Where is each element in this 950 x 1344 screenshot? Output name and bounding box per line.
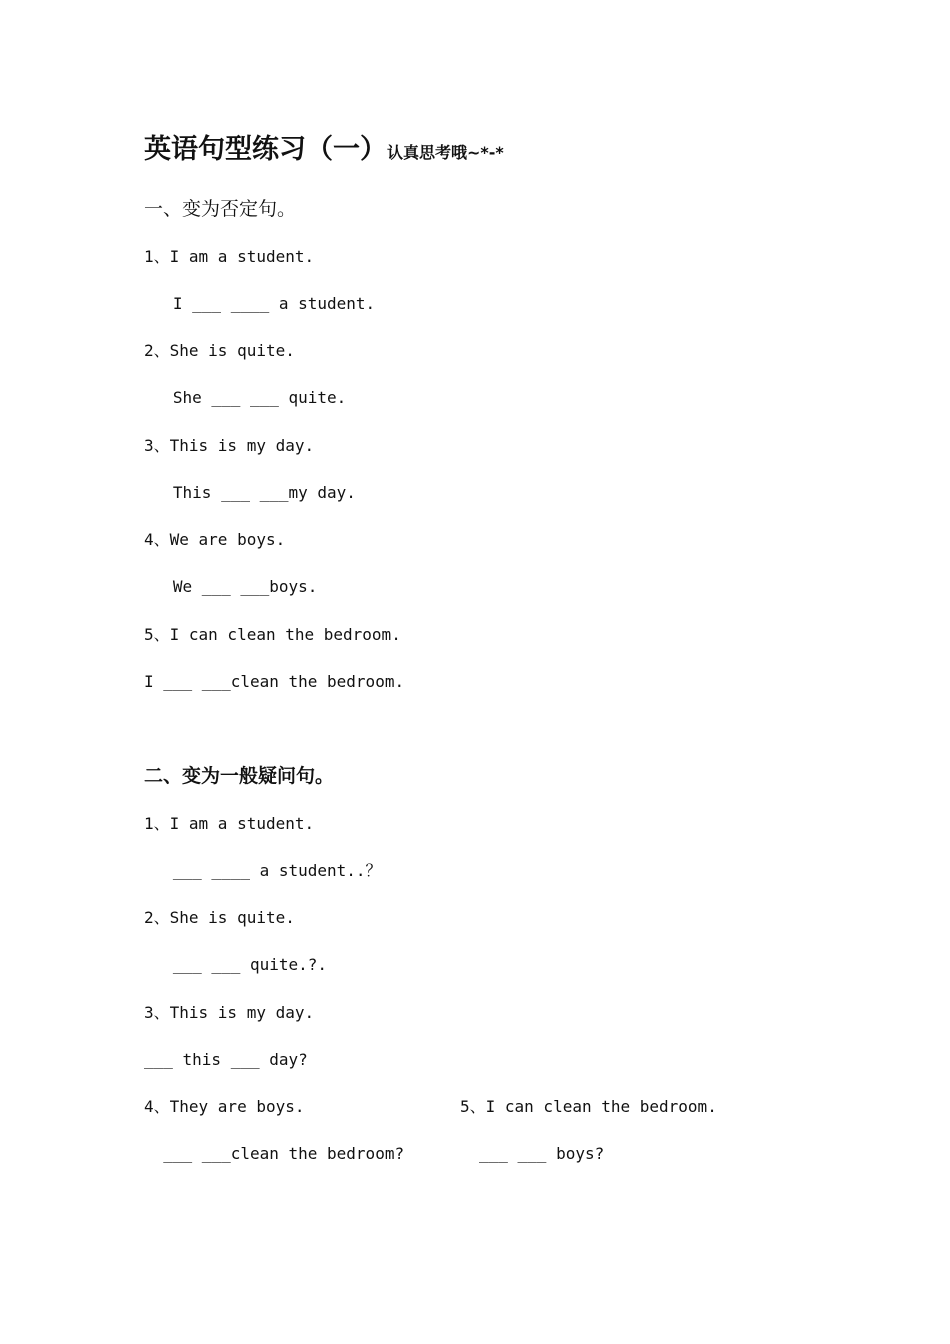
section1-heading: 一、变为否定句。 [144, 198, 297, 220]
s1-question-4: 4、We are boys. [144, 530, 286, 549]
s1-question-1: 1、I am a student. [144, 247, 315, 266]
s1-answer-2: She ___ ___ quite. [144, 388, 347, 407]
s2-question-1: 1、I am a student. [144, 814, 315, 833]
title-note: 认真思考哦~*-* [387, 143, 504, 162]
s1-answer-4: We ___ ___boys. [144, 577, 318, 596]
s2-question-4: 4、They are boys. [144, 1097, 305, 1116]
s1-question-2: 2、She is quite. [144, 341, 295, 360]
s1-question-3: 3、This is my day. [144, 436, 315, 455]
section2-heading: 二、变为一般疑问句。 [144, 765, 335, 787]
s2-answer-3: ___ this ___ day? [144, 1050, 308, 1069]
s1-answer-1: I ___ ____ a student. [144, 294, 376, 313]
s2-question-2: 2、She is quite. [144, 908, 295, 927]
s1-question-5: 5、I can clean the bedroom. [144, 625, 401, 644]
s2-answer-4: ___ ___clean the bedroom? [144, 1144, 405, 1163]
s2-answer-2: ___ ___ quite.?. [144, 955, 328, 974]
s1-answer-3: This ___ ___my day. [144, 483, 356, 502]
title-main: 英语句型练习（一） [144, 134, 387, 165]
s1-answer-5: I ___ ___clean the bedroom. [144, 672, 405, 691]
worksheet-title [144, 132, 504, 171]
s2-answer-1: ___ ____ a student..？ [144, 861, 382, 880]
s2-question-3: 3、This is my day. [144, 1003, 315, 1022]
s2-question-5: 5、I can clean the bedroom. [460, 1097, 717, 1116]
s2-answer-5: ___ ___ boys? [479, 1144, 605, 1163]
